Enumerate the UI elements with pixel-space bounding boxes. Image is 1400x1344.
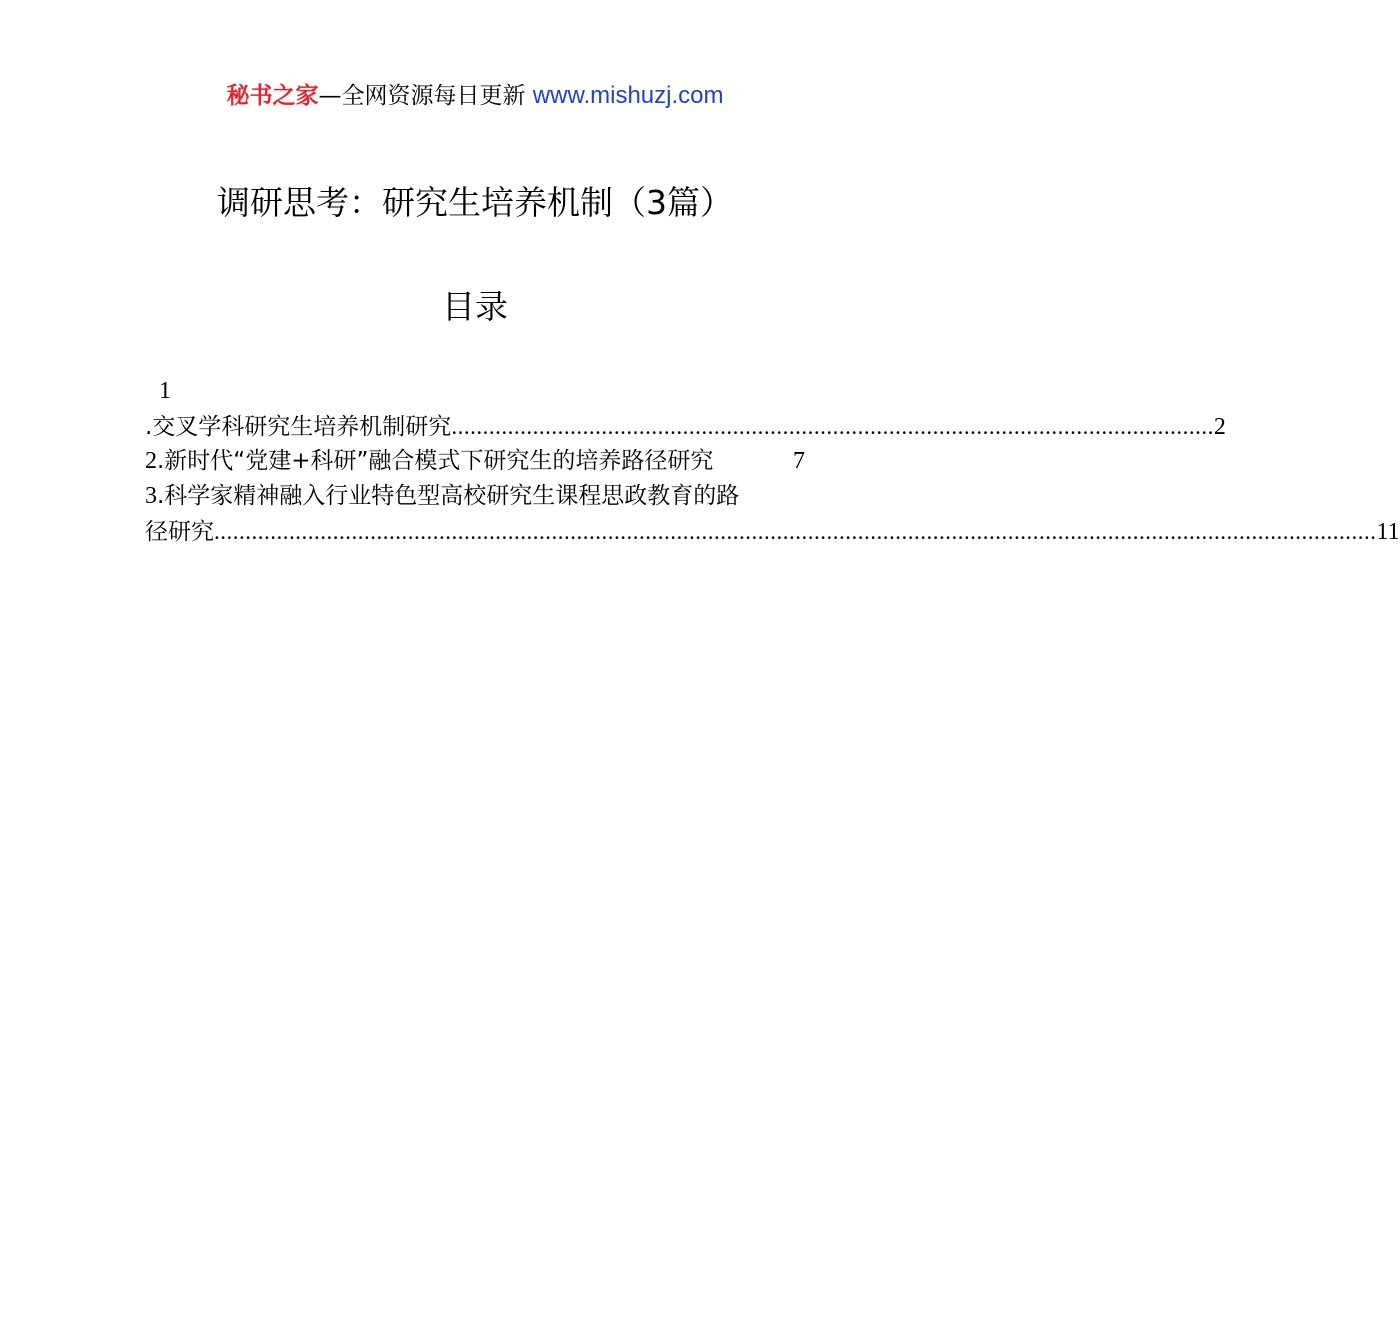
- toc-item-2-page: 7: [793, 448, 805, 474]
- toc-item-1-number-line: [145, 374, 805, 409]
- table-of-contents: [145, 374, 1400, 549]
- toc-item-3-leader: ..........................................................................................................................................................................................: [214, 519, 1377, 544]
- toc-item-3-title-line-1: .科学家精神融入行业特色型高校研究生课程思政教育的路: [157, 483, 740, 509]
- toc-item-3-line-1[interactable]: [145, 479, 805, 514]
- toc-item-3-line-2[interactable]: [145, 514, 1400, 549]
- site-url-link[interactable]: www.mishuzj.com: [532, 82, 724, 109]
- toc-item-1-title: .交叉学科研究生培养机制研究: [145, 414, 452, 440]
- toc-item-1[interactable]: [145, 409, 1226, 444]
- toc-item-1-number: 1: [159, 378, 171, 404]
- site-tagline: —全网资源每日更新: [318, 83, 533, 109]
- toc-item-1-leader: ..........................................................................................................................: [451, 414, 1214, 439]
- toc-item-2-number: 2: [145, 448, 157, 474]
- site-header: [0, 80, 950, 112]
- brand-name: 秘书之家: [226, 83, 319, 109]
- toc-item-2-title-wrap: [145, 444, 713, 479]
- toc-item-1-page: 2: [1213, 414, 1226, 440]
- toc-item-2-title: .新时代“党建+科研”融合模式下研究生的培养路径研究: [157, 448, 714, 474]
- toc-item-3-title-line-2: 径研究: [145, 519, 214, 545]
- document-title: 调研思考：研究生培养机制（3篇）: [217, 183, 733, 222]
- toc-item-2[interactable]: [145, 444, 805, 479]
- toc-item-3-title-wrap: [145, 479, 739, 514]
- toc-item-3-number: 3: [145, 483, 157, 509]
- toc-item-3-page: 11: [1376, 519, 1400, 545]
- toc-heading: 目录: [442, 287, 508, 326]
